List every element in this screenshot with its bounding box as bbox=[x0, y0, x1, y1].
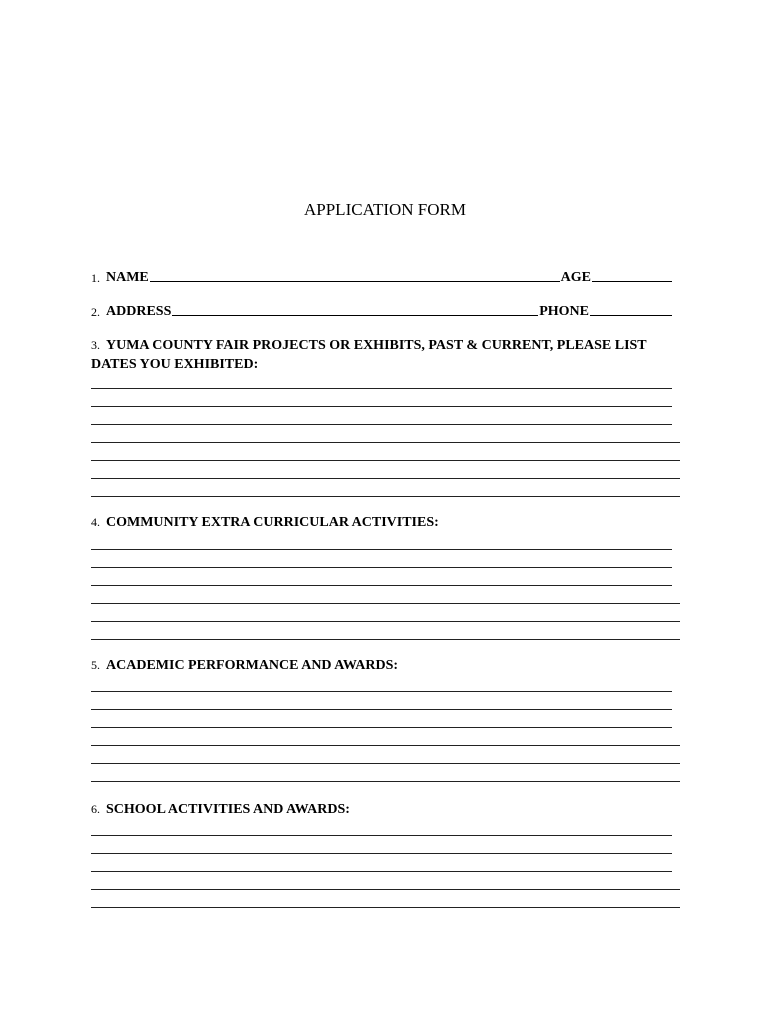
q3-answer-line[interactable] bbox=[91, 424, 672, 425]
q2-number: 2. bbox=[91, 305, 100, 319]
address-field[interactable] bbox=[172, 315, 538, 316]
q1-number: 1. bbox=[91, 271, 100, 285]
phone-label: PHONE bbox=[539, 304, 589, 319]
q3-answer-line[interactable] bbox=[91, 406, 672, 407]
q5-number: 5. bbox=[91, 658, 100, 672]
q5-answer-line[interactable] bbox=[91, 709, 672, 710]
q6-heading bbox=[91, 802, 681, 818]
q4-text: COMMUNITY EXTRA CURRICULAR ACTIVITIES: bbox=[106, 515, 439, 530]
q6-answer-line[interactable] bbox=[91, 889, 680, 890]
q3-heading bbox=[91, 336, 681, 374]
name-label: NAME bbox=[106, 270, 149, 285]
address-label: ADDRESS bbox=[106, 304, 172, 319]
age-field[interactable] bbox=[592, 281, 672, 282]
q4-answer-line[interactable] bbox=[91, 621, 680, 622]
age-label: AGE bbox=[560, 270, 591, 285]
q3-text: YUMA COUNTY FAIR PROJECTS OR EXHIBITS, PAST & CURRENT, PLEASE LIST DATES YOU EXHIBITED: bbox=[91, 338, 647, 372]
q4-answer-line[interactable] bbox=[91, 567, 672, 568]
q4-answer-line[interactable] bbox=[91, 603, 680, 604]
q5-answer-line[interactable] bbox=[91, 781, 680, 782]
name-field[interactable] bbox=[150, 281, 560, 282]
address-phone-row bbox=[91, 300, 673, 320]
q5-answer-line[interactable] bbox=[91, 727, 672, 728]
phone-field[interactable] bbox=[590, 315, 672, 316]
form-title: APPLICATION FORM bbox=[304, 200, 466, 219]
q6-answer-line[interactable] bbox=[91, 907, 680, 908]
q4-answer-line[interactable] bbox=[91, 549, 672, 550]
q6-text: SCHOOL ACTIVITIES AND AWARDS: bbox=[106, 802, 350, 817]
q3-answer-line[interactable] bbox=[91, 460, 680, 461]
q5-answer-line[interactable] bbox=[91, 763, 680, 764]
q6-number: 6. bbox=[91, 802, 100, 816]
q3-answer-line[interactable] bbox=[91, 496, 680, 497]
q4-number: 4. bbox=[91, 515, 100, 529]
q5-text: ACADEMIC PERFORMANCE AND AWARDS: bbox=[106, 658, 399, 673]
name-age-row bbox=[91, 266, 673, 286]
q5-heading bbox=[91, 658, 681, 674]
q5-answer-line[interactable] bbox=[91, 691, 672, 692]
q4-answer-line[interactable] bbox=[91, 639, 680, 640]
q4-answer-line[interactable] bbox=[91, 585, 672, 586]
q3-number: 3. bbox=[91, 338, 100, 352]
q6-answer-line[interactable] bbox=[91, 853, 672, 854]
q4-heading bbox=[91, 515, 681, 531]
q3-answer-line[interactable] bbox=[91, 388, 672, 389]
q3-answer-line[interactable] bbox=[91, 478, 680, 479]
q3-answer-line[interactable] bbox=[91, 442, 680, 443]
q6-answer-line[interactable] bbox=[91, 835, 672, 836]
q6-answer-line[interactable] bbox=[91, 871, 672, 872]
q5-answer-line[interactable] bbox=[91, 745, 680, 746]
